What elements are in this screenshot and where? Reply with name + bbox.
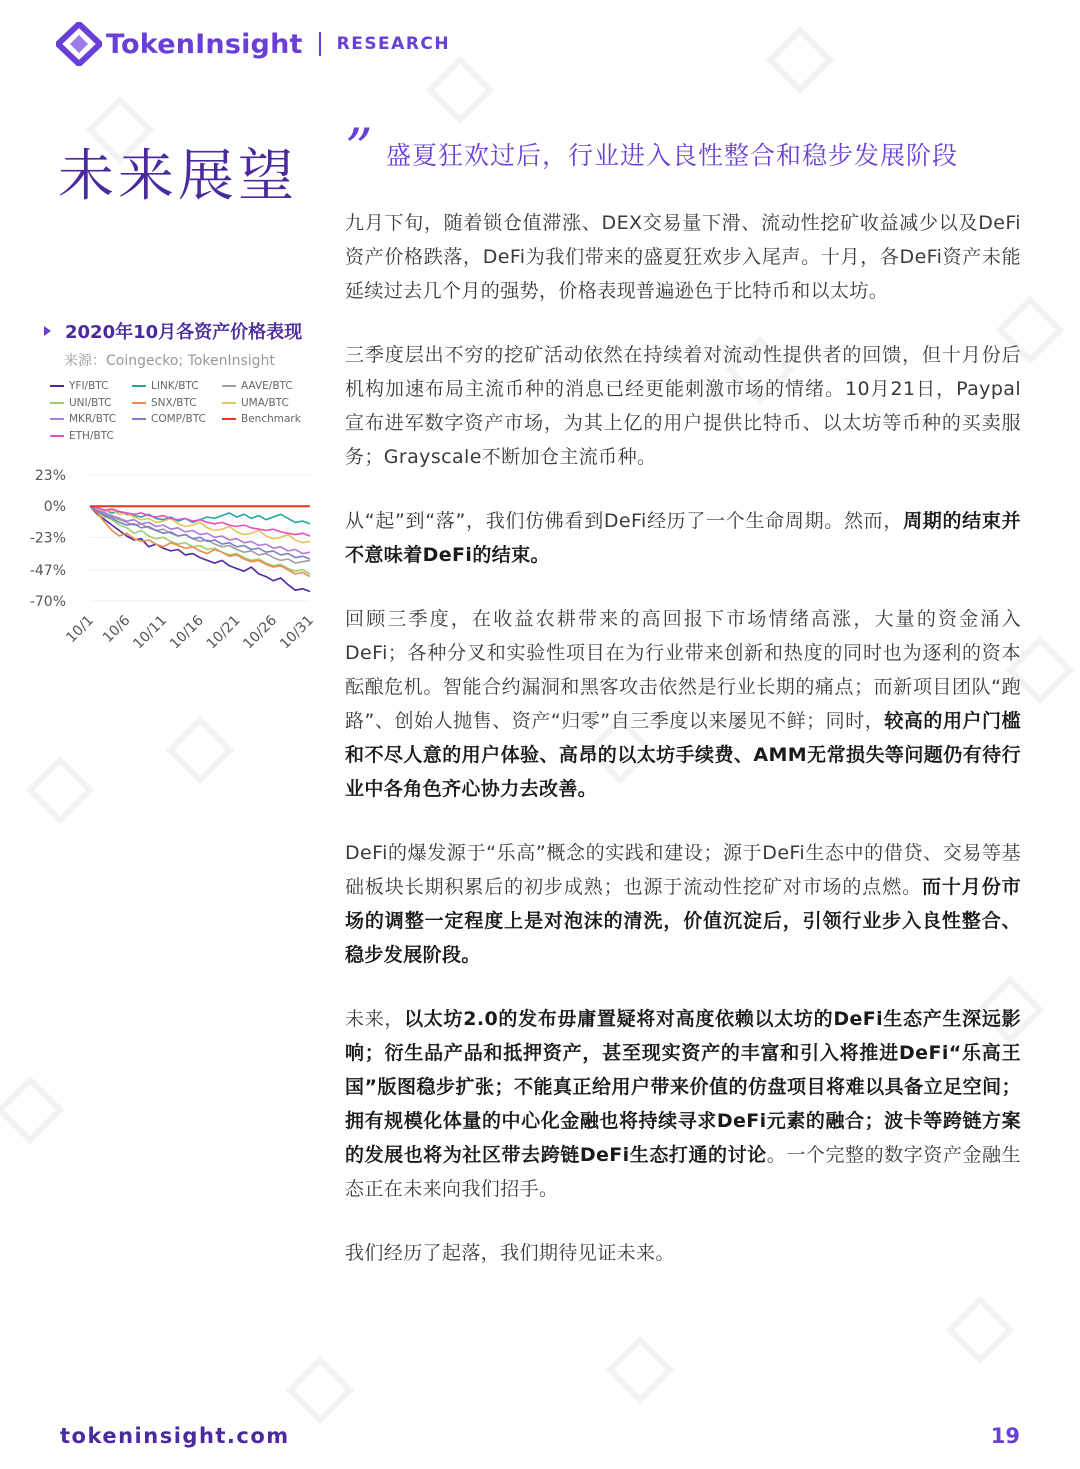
chart-title-text: 2020年10月各资产价格表现: [65, 322, 303, 343]
paragraph: 我们经历了起落，我们期待见证未来。: [345, 1242, 675, 1264]
legend-label: UNI/BTC: [69, 396, 112, 409]
section-heading: 盛夏狂欢过后，行业进入良性整合和稳步发展阶段: [386, 141, 959, 170]
page-title: 未来展望: [58, 144, 298, 209]
legend-item: [222, 380, 293, 392]
x-tick-label: 10/1: [63, 612, 97, 647]
brand-name: TokenInsight: [106, 28, 303, 60]
legend-label: MKR/BTC: [69, 413, 117, 425]
y-tick-label: -70%: [29, 594, 66, 610]
emphasis-text: 以太坊2.0的发布毋庸置疑将对高度依赖以太坊的DeFi生态产生深远影响；衍生品产品和抵押资产，甚至现实资产的丰富和引入将推进DeFi“乐高王国”版图稳步扩张；不能真正给用户带来价值的仿盘项目将难以具备立足空间；拥有规模化体量的中心化金融也将持续寻求DeFi元素的融合；波卡等跨链方案的发展也将为社区带去跨链DeFi生态打通的讨论: [345, 1008, 1021, 1166]
legend-item: [222, 397, 289, 409]
y-tick-label: -47%: [29, 562, 66, 579]
legend-label: SNX/BTC: [151, 396, 197, 409]
emphasis-text: 周期的结束并不意味着DeFi的结束。: [345, 510, 1021, 566]
paragraph: 回顾三季度，在收益农耕带来的高回报下市场情绪高涨，大量的资金涌入DeFi；各种分叉和实验性项目在为行业带来创新和热度的同时也为逐利的资本酝酿危机。智能合约漏洞和黑客攻击依然是行业长期的痛点；而新项目团队“跑路”、创始人抛售、资产“归零”自三季度以来屡见不鲜；同时，较高的用户门槛和不尽人意的用户体验、高昂的以太坊手续费、AMM无常损失等问题仍有待行业中各角色齐心协力去改善。: [345, 608, 1021, 800]
paragraph: DeFi的爆发源于“乐高”概念的实践和建设；源于DeFi生态中的借贷、交易等基础板块长期积累后的初步成熟；也源于流动性挖矿对市场的点燃。而十月份市场的调整一定程度上是对泡沫的清洗，价值沉淀后，引领行业步入良性整合、稳步发展阶段。: [345, 842, 1021, 966]
legend-swatch: [50, 385, 64, 387]
chart-header: [40, 318, 340, 370]
legend-swatch: [132, 418, 146, 420]
x-tick-label: 10/11: [130, 612, 171, 653]
header-divider: [319, 32, 321, 56]
legend-swatch: [50, 435, 64, 437]
y-tick-label: -23%: [29, 530, 66, 547]
chart-source: 来源：Coingecko; TokenInsight: [64, 353, 275, 369]
legend-item: [50, 380, 108, 392]
legend-swatch: [222, 418, 236, 420]
legend-item: [50, 413, 116, 425]
x-tick-label: 10/31: [276, 612, 317, 653]
legend-item: [50, 430, 114, 442]
y-tick-label: 0%: [43, 499, 66, 516]
quote-mark-icon: ”: [345, 117, 373, 180]
triangle-bullet-icon: [44, 326, 51, 336]
legend-swatch: [222, 402, 236, 404]
legend-swatch: [50, 402, 64, 404]
article-body: [345, 206, 1021, 1300]
footer-website-link[interactable]: tokeninsight.com: [60, 1424, 290, 1448]
legend-label: LINK/BTC: [151, 380, 199, 392]
legend-label: UMA/BTC: [241, 396, 289, 409]
emphasis-text: 而十月份市场的调整一定程度上是对泡沫的清洗，价值沉淀后，引领行业步入良性整合、稳步发展阶段。: [345, 876, 1021, 966]
chart-title: [40, 318, 340, 344]
tokeninsight-logo-icon: [56, 22, 102, 66]
y-tick-label: 23%: [34, 468, 66, 484]
legend-item: [132, 397, 197, 409]
x-tick-label: 10/16: [166, 612, 207, 653]
paragraph: 九月下旬，随着锁仓值滞涨、DEX交易量下滑、流动性挖矿收益减少以及DeFi资产价格跌落，DeFi为我们带来的盛夏狂欢步入尾声。十月，各DeFi资产未能延续过去几个月的强势，价格表现普遍逊色于比特币和以太坊。: [345, 212, 1021, 302]
paragraph: 未来，以太坊2.0的发布毋庸置疑将对高度依赖以太坊的DeFi生态产生深远影响；衍生品产品和抵押资产，甚至现实资产的丰富和引入将推进DeFi“乐高王国”版图稳步扩张；不能真正给用户带来价值的仿盘项目将难以具备立足空间；拥有规模化体量的中心化金融也将持续寻求DeFi元素的融合；波卡等跨链方案的发展也将为社区带去跨链DeFi生态打通的讨论。一个完整的数字资产金融生态正在未来向我们招手。: [345, 1008, 1021, 1200]
paragraph: 从“起”到“落”，我们仿佛看到DeFi经历了一个生命周期。然而，周期的结束并不意味着DeFi的结束。: [345, 510, 1021, 566]
legend-label: Benchmark: [241, 413, 301, 425]
legend-swatch: [50, 418, 64, 420]
legend-item: [132, 380, 199, 392]
report-header: [56, 22, 450, 66]
x-tick-label: 10/6: [99, 612, 134, 647]
legend-label: ETH/BTC: [69, 429, 114, 442]
legend-label: AAVE/BTC: [241, 380, 293, 392]
legend-item: [50, 397, 112, 409]
legend-label: COMP/BTC: [151, 413, 206, 425]
page-number: 19: [990, 1424, 1020, 1448]
header-tag: RESEARCH: [336, 34, 451, 54]
legend-item: [132, 413, 206, 425]
legend-swatch: [132, 385, 146, 387]
legend-swatch: [132, 402, 146, 404]
paragraph: 三季度层出不穷的挖矿活动依然在持续着对流动性提供者的回馈，但十月份后机构加速布局主流币种的消息已经更能刺激市场的情绪。10月21日，Paypal宣布进军数字资产市场，为其上亿的用户提供比特币、以太坊等币种的买卖服务；Grayscale不断加仓主流币种。: [345, 344, 1021, 468]
x-tick-label: 10/21: [203, 612, 244, 653]
legend-label: YFI/BTC: [69, 380, 109, 392]
legend-swatch: [222, 385, 236, 387]
x-tick-label: 10/26: [240, 612, 281, 653]
legend-item: [222, 413, 301, 425]
emphasis-text: 较高的用户门槛和不尽人意的用户体验、高昂的以太坊手续费、AMM无常损失等问题仍有待行业中各角色齐心协力去改善。: [345, 710, 1021, 800]
price-performance-chart: [0, 460, 340, 660]
